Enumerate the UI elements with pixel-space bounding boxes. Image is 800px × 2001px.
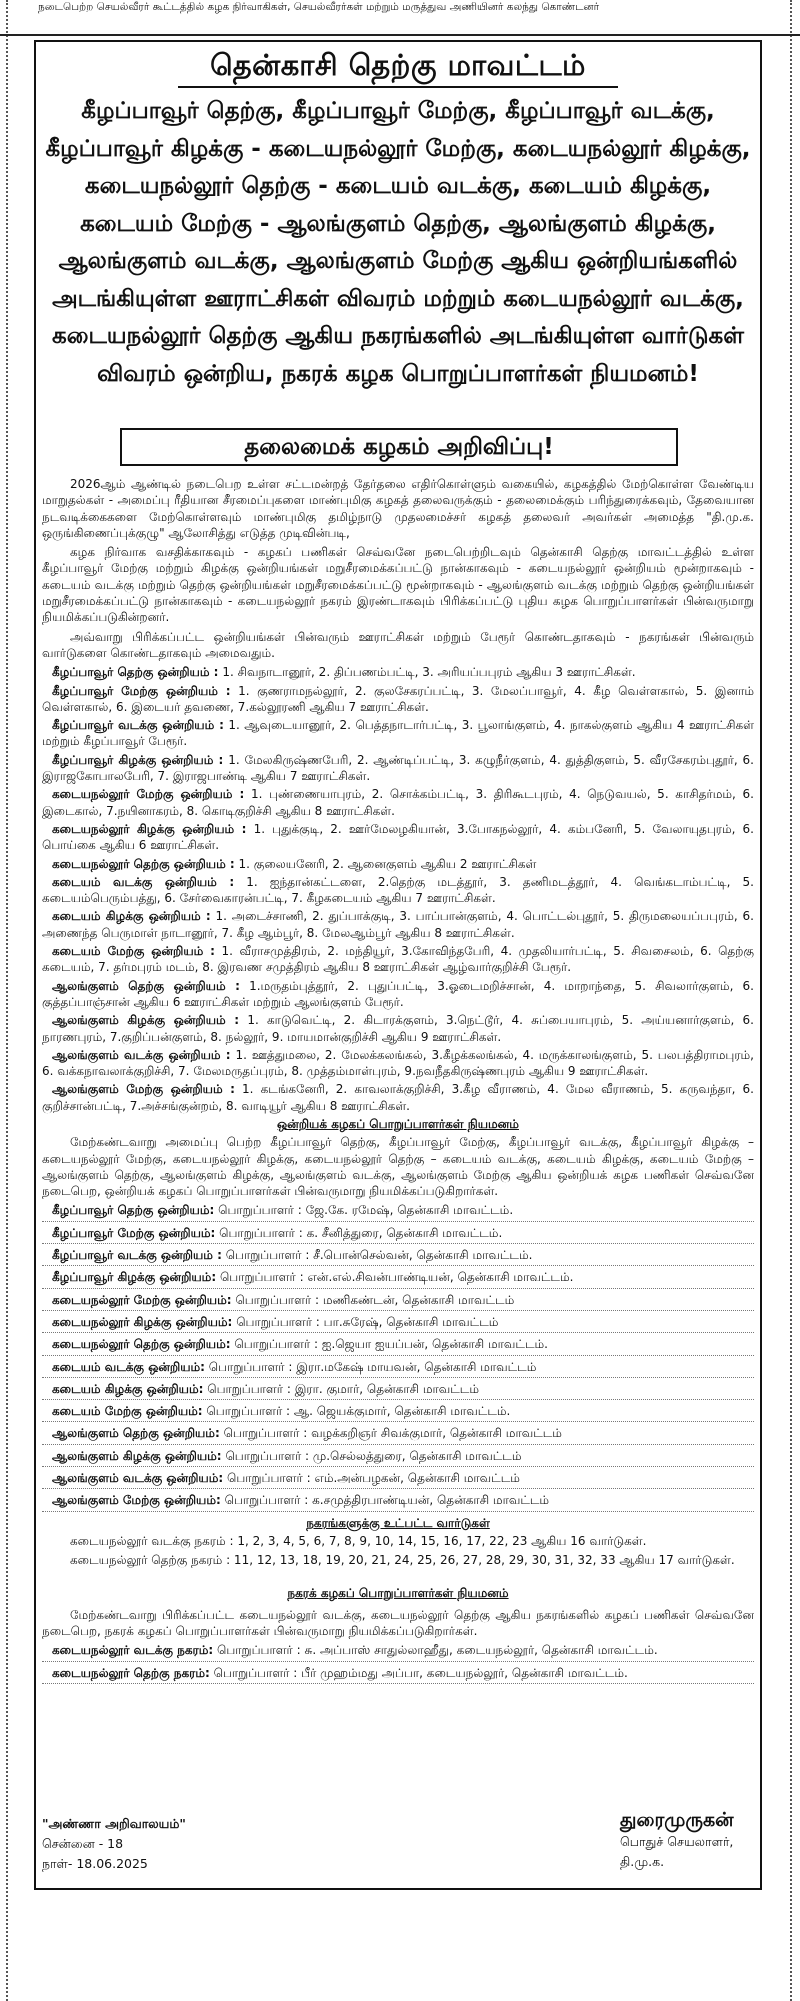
union-list-item (42, 1081, 754, 1114)
union-list-item (42, 856, 754, 872)
union-list-item (42, 1012, 754, 1045)
union-name: கடையம் கிழக்கு ஒன்றியம் : (52, 909, 211, 924)
appointment-row (42, 1381, 754, 1400)
union-name: ஆலங்குளம் வடக்கு ஒன்றியம் : (52, 1047, 231, 1062)
union-name: கீழப்பாவூர் கிழக்கு ஒன்றியம் : (52, 752, 224, 767)
appointment-union: கடையநல்லூர் தெற்கு ஒன்றியம்: (52, 1337, 231, 1352)
union-villages: 1. சிவநாடானூர், 2. திப்பணம்பட்டி, 3. அரியப்பபுரம் ஆகிய 3 ஊராட்சிகள். (222, 665, 636, 680)
footer-address-block (42, 1814, 186, 1874)
union-villages: 1. ஆவுடையானூர், 2. பெத்தநாடார்பட்டி, 3. பூலாங்குளம், 4. நாகல்குளம் ஆகிய 4 ஊராட்சிகள் மற்றும் கீழப்பாவூர் பேரூர். (42, 718, 754, 749)
appointment-person: பொறுப்பாளர் : ஜே.கே. ரமேஷ், தென்காசி மாவட்டம். (218, 1203, 514, 1218)
appointment-person: பொறுப்பாளர் : பா.சுரேஷ், தென்காசி மாவட்டம் (236, 1314, 499, 1329)
appointment-union: கீழப்பாவூர் கிழக்கு ஒன்றியம்: (52, 1270, 217, 1285)
appointment-person: பொறுப்பாளர் : வழக்கறிஞர் சிவக்குமார், தென்காசி மாவட்டம் (223, 1426, 562, 1441)
union-villages: 1.மருதம்புத்தூர், 2. புதுப்பட்டி, 3.ஓடைமறிச்சான், 4. மாறாந்தை, 5. சிவலார்குளம், 6. குத்தப்பாஞ்சான் ஆகிய 6 ஊராட்சிகள் மற்றும் ஆலங்குளம் பேரூர். (42, 978, 754, 1009)
appointment-person: பொறுப்பாளர் : மு.செல்லத்துரை, தென்காசி மாவட்டம் (225, 1448, 522, 1463)
appointment-union: கடையநல்லூர் கிழக்கு ஒன்றியம்: (52, 1314, 233, 1329)
appointment-person: பொறுப்பாளர் : இரா. குமார், தென்காசி மாவட்டம் (207, 1381, 480, 1396)
town-name: கடையநல்லூர் வடக்கு நகரம்: (52, 1643, 214, 1658)
union-villages: 1. குலையனேரி, 2. ஆனைகுளம் ஆகிய 2 ஊராட்சிகள் (238, 856, 537, 871)
footer-signature-block (620, 1810, 760, 1872)
title-underline (178, 86, 618, 88)
union-name: கீழப்பாவூர் வடக்கு ஒன்றியம் : (52, 718, 224, 733)
announcement-body (42, 476, 754, 1687)
appointment-row (42, 1425, 754, 1444)
union-list-item (42, 664, 754, 680)
footer-address: "அண்ணா அறிவாலயம்" (42, 1816, 186, 1831)
intro-paragraph: அவ்வாறு பிரிக்கப்பட்ட ஒன்றியங்கள் பின்வரும் ஊராட்சிகள் மற்றும் பேரூர் கொண்டதாகவும் - நகரங்கள் பின்வரும் வார்டுகளை கொண்டதாகவும் அமைவதும். (42, 629, 754, 660)
union-appointments-heading: ஒன்றியக் கழகப் பொறுப்பாளர்கள் நியமனம் (277, 1116, 519, 1131)
union-name: கடையநல்லூர் மேற்கு ஒன்றியம் : (52, 787, 245, 802)
appointment-row (42, 1269, 754, 1288)
appointment-row (42, 1292, 754, 1311)
previous-article-strip (0, 0, 800, 36)
union-name: ஆலங்குளம் தெற்கு ஒன்றியம் : (52, 978, 240, 993)
appointment-union: கீழப்பாவூர் வடக்கு ஒன்றியம் : (52, 1248, 222, 1263)
signatory-designation: பொதுச் செயலாளர், (620, 1834, 734, 1849)
union-villages: 1. வீராசமுத்திரம், 2. மந்தியூர், 3.கோவிந்தபேரி, 4. முதலியார்பட்டி, 5. சிவசைலம், 6. தெற்கு கடையம், 7. தர்மபுரம் மடம், 8. இரவண சமுத்திரம் ஆகிய 8 ஊராட்சிகள் ஆழ்வார்குறிச்சி பேரூர். (42, 944, 754, 975)
town-name: கடையநல்லூர் தெற்கு நகரம்: (52, 1665, 210, 1680)
union-name: கீழப்பாவூர் தெற்கு ஒன்றியம் : (52, 665, 219, 680)
appointment-union: கடையம் வடக்கு ஒன்றியம்: (52, 1359, 205, 1374)
appointment-union: கடையம் கிழக்கு ஒன்றியம்: (52, 1381, 204, 1396)
announcement-headline: கீழப்பாவூர் தெற்கு, கீழப்பாவூர் மேற்கு, கீழப்பாவூர் வடக்கு, கீழப்பாவூர் கிழக்கு - கடையநல்லூர் மேற்கு, கடையநல்லூர் கிழக்கு, கடையநல்லூர் தெற்கு - கடையம் வடக்கு, கடையம் கிழக்கு, கடையம் மேற்கு - ஆலங்குளம் தெற்கு, ஆலங்குளம் கிழக்கு, ஆலங்குளம் வடக்கு, ஆலங்குளம் மேற்கு ஆகிய ஒன்றியங்களில் அடங்கியுள்ள ஊராட்சிகள் விவரம் மற்றும் கடையநல்லூர் வடக்கு, கடையநல்லூர் தெற்கு ஆகிய நகரங்களில் அடங்கியுள்ள வார்டுகள் விவரம் ஒன்றிய, நகரக் கழக பொறுப்பாளர்கள் நியமனம்! (45, 98, 751, 387)
appointment-union: கடையநல்லூர் மேற்கு ஒன்றியம்: (52, 1292, 232, 1307)
appointment-row (42, 1202, 754, 1221)
right-perforation (790, 0, 792, 2001)
appointment-union: ஆலங்குளம் மேற்கு ஒன்றியம்: (52, 1493, 221, 1508)
left-perforation (6, 0, 8, 2001)
appointment-person: பொறுப்பாளர் : சீ.பொன்செல்வன், தென்காசி மாவட்டம். (225, 1248, 533, 1263)
footer-city: சென்னை - 18 (42, 1836, 124, 1851)
appointment-row (42, 1225, 754, 1244)
town-wards-line: கடையநல்லூர் தெற்கு நகரம் : 11, 12, 13, 18, 19, 20, 21, 24, 25, 26, 27, 28, 29, 30, 31, 32, 33 ஆகிய 17 வார்டுகள். (70, 1553, 735, 1568)
appointment-union: கீழப்பாவூர் தெற்கு ஒன்றியம்: (52, 1203, 215, 1218)
town-appointments-paragraph: மேற்கண்டவாறு பிரிக்கப்பட்ட கடையநல்லூர் வடக்கு, கடையநல்லூர் தெற்கு ஆகிய நகரங்களில் கழகப் பணிகள் செவ்வனே நடைபெற, நகரக் கழகப் பொறுப்பாளர்கள் பின்வருமாறு நியமிக்கப்படுகிறார்கள். (42, 1607, 754, 1639)
union-villages: 1. கடங்கனேரி, 2. காவலாக்குறிச்சி, 3.கீழ வீராணம், 4. மேல வீராணம், 5. கருவந்தா, 6. குறிச்சான்பட்டி, 7.அச்சங்குன்றம், 8. வாடியூர் ஆகிய 8 ஊராட்சிகள். (42, 1082, 754, 1113)
union-list-item (42, 786, 754, 819)
union-name: ஆலங்குளம் கிழக்கு ஒன்றியம் : (52, 1013, 240, 1028)
signatory-party: தி.மு.க. (620, 1854, 665, 1869)
union-name: கடையம் மேற்கு ஒன்றியம் : (52, 944, 215, 959)
signatory-name: துரைமுருகன் (620, 1809, 734, 1831)
intro-paragraph: 2026ஆம் ஆண்டில் நடைபெற உள்ள சட்டமன்றத் தேர்தலை எதிர்கொள்ளும் வகையில், கழகத்தில் மேற்கொள்ள வேண்டிய மாறுதல்கள் - அமைப்பு ரீதியான சீரமைப்புகளை மாண்புமிகு கழகத் தலைவருக்கும் - தலைமைக்கும் பரிந்துரைக்கவும், தேவையான நடவடிக்கைகளை மேற்கொள்ளவும் மாண்புமிகு தமிழ்நாடு முதலமைச்சர் கழகத் தலைவர் அவர்கள் அமைத்த "தி.மு.க. ஒருங்கிணைப்புக்குழு" ஆலோசித்து எடுத்த முடிவின்படி, (42, 477, 755, 540)
appointment-union: ஆலங்குளம் கிழக்கு ஒன்றியம்: (52, 1448, 222, 1463)
appointment-row (42, 1492, 754, 1511)
appointment-union: ஆலங்குளம் வடக்கு ஒன்றியம்: (52, 1471, 224, 1486)
appointment-row (42, 1403, 754, 1422)
union-list-item (42, 908, 754, 941)
appointment-row (42, 1336, 754, 1355)
union-appointments-paragraph: மேற்கண்டவாறு அமைப்பு பெற்ற கீழப்பாவூர் தெற்கு, கீழப்பாவூர் மேற்கு, கீழப்பாவூர் வடக்கு, கீழப்பாவூர் கிழக்கு – கடையநல்லூர் மேற்கு, கடையநல்லூர் கிழக்கு, கடையநல்லூர் தெற்கு – கடையம் வடக்கு, கடையம் கிழக்கு, கடையம் மேற்கு – ஆலங்குளம் தெற்கு, ஆலங்குளம் கிழக்கு, ஆலங்குளம் வடக்கு, ஆலங்குளம் மேற்கு ஆகிய ஒன்றியக் கழக பணிகள் செவ்வனே நடைபெற, ஒன்றியக் கழகப் பொறுப்பாளர்கள் பின்வருமாறு நியமிக்கப்படுகிறார்கள். (42, 1135, 754, 1199)
union-list-item (42, 752, 754, 785)
appointment-person: பொறுப்பாளர் : என்.எல்.சிவன்பாண்டியன், தென்காசி மாவட்டம். (219, 1270, 574, 1285)
town-appointment-row (42, 1665, 754, 1684)
town-appointments-heading: நகரக் கழகப் பொறுப்பாளர்கள் நியமனம் (287, 1585, 509, 1600)
union-list-item (42, 717, 754, 750)
union-villages: 1. ஐந்தான்கட்டளை, 2.தெற்கு மடத்தூர், 3. தணிமடத்தூர், 4. வெங்கடாம்பட்டி, 5. கடையம்பெரும்பத்து, 6. சேர்வைகாரன்பட்டி, 7. கீழகடையம் ஆகிய 7 ஊராட்சிகள். (42, 874, 754, 906)
appointment-person: பொறுப்பாளர் : க. சீனித்துரை, தென்காசி மாவட்டம். (219, 1225, 503, 1240)
town-person: பொறுப்பாளர் : பீர் முஹம்மது அப்பா, கடையநல்லூர், தென்காசி மாவட்டம். (213, 1665, 628, 1680)
previous-article-text: நடைபெற்ற செயல்வீரர் கூட்டத்தில் கழக நிர்வாகிகள், செயல்வீரர்கள் மற்றும் மருத்துவ அணியினர் கலந்து கொண்டனர் (38, 1, 600, 13)
union-list-item (42, 1047, 754, 1080)
union-list-item (42, 943, 754, 976)
union-list-item (42, 683, 754, 716)
town-wards-heading: நகரங்களுக்கு உட்பட்ட வார்டுகள் (306, 1515, 490, 1530)
union-villages: 1. குணராமநல்லூர், 2. குலசேகரப்பட்டி, 3. மேலப்பாவூர், 4. கீழ வெள்ளகால், 5. இனாம் வெள்ளகால், 6. இடையர் தவணை, 7.கல்லூரணி ஆகிய 7 ஊராட்சிகள். (42, 683, 754, 714)
union-name: கீழப்பாவூர் மேற்கு ஒன்றியம் : (52, 683, 231, 698)
town-appointment-row (42, 1642, 754, 1661)
appointment-person: பொறுப்பாளர் : ஆ. ஜெயக்குமார், தென்காசி மாவட்டம். (206, 1404, 511, 1419)
appointment-row (42, 1470, 754, 1489)
appointment-person: பொறுப்பாளர் : மணிகண்டன், தென்காசி மாவட்டம் (235, 1292, 515, 1307)
appointment-union: கடையம் மேற்கு ஒன்றியம்: (52, 1404, 203, 1419)
union-villages: 1. மேலகிருஷ்ணபேரி, 2. ஆண்டிப்பட்டி, 3. கழுநீர்குளம், 4. துத்திகுளம், 5. வீரசேகரம்புதூர், 6. இராஜகோபாலபேரி, 7. இராஜபாண்டி ஆகிய 7 ஊராட்சிகள். (42, 752, 754, 784)
town-wards-line: கடையநல்லூர் வடக்கு நகரம் : 1, 2, 3, 4, 5, 6, 7, 8, 9, 10, 14, 15, 16, 17, 22, 23 ஆகிய 16 வார்டுகள். (70, 1533, 647, 1548)
town-person: பொறுப்பாளர் : சு. அப்பாஸ் சாதுல்லாஹீது, கடையநல்லூர், தென்காசி மாவட்டம். (217, 1643, 658, 1658)
union-villages: 1. அடைச்சாணி, 2. துப்பாக்குடி, 3. பாப்பான்குளம், 4. பொட்டல்புதூர், 5. திருமலையப்பபுரம், 6. அணைந்த பெருமாள் நாடானூர், 7. கீழ ஆம்பூர், 8. மேலஆம்பூர் ஆகிய 8 ஊராட்சிகள். (42, 909, 754, 940)
page-bottom-margin (0, 1892, 800, 2001)
union-list-item (42, 874, 754, 907)
union-villages: 1. ஊத்துமலை, 2. மேலக்கலங்கல், 3.கீழக்கலங்கல், 4. மருக்காலங்குளம், 5. பலபத்திராமபுரம், 6. வக்கநாவலாக்குறிச்சி, 7. மேலமருதப்புரம், 8. முத்தம்மாள்புரம், 9.நவநீதகிருஷ்ணபுரம் ஆகிய 9 ஊராட்சிகள். (42, 1047, 754, 1079)
appointment-person: பொறுப்பாளர் : எம்.அன்பழகன், தென்காசி மாவட்டம் (226, 1471, 520, 1486)
appointment-row (42, 1359, 754, 1378)
appointment-row (42, 1247, 754, 1266)
appointment-union: கீழப்பாவூர் மேற்கு ஒன்றியம்: (52, 1225, 216, 1240)
appointment-union: ஆலங்குளம் தெற்கு ஒன்றியம்: (52, 1426, 220, 1441)
appointment-row (42, 1314, 754, 1333)
union-villages: 1. புதுக்குடி, 2. ஊர்மேலழகியான், 3.போகநல்லூர், 4. கம்பனேரி, 5. வேலாயுதபுரம், 6. பொய்கை ஆகிய 6 ஊராட்சிகள். (42, 821, 754, 853)
union-list-item (42, 978, 754, 1011)
intro-paragraph: கழக நிர்வாக வசதிக்காகவும் - கழகப் பணிகள் செவ்வனே நடைபெற்றிடவும் தென்காசி தெற்கு மாவட்டத்தில் உள்ள கீழப்பாவூர் மேற்கு மற்றும் கிழக்கு ஒன்றியங்கள் மறுசீரமைக்கப்பட்டு நான்காகவும் - கடையநல்லூர் ஒன்றியம் மூன்றாகவும் - கடையம் வடக்கு மற்றும் தெற்கு ஒன்றியங்கள் மறுசீரமைக்கப்பட்டு மூன்றாகவும் - ஆலங்குளம் வடக்கு மற்றும் தெற்கு ஒன்றியங்கள் மறுசீரமைக்கப்பட்டு நான்காகவும் - கடையநல்லூர் நகரம் இரண்டாகவும் பிரிக்கப்பட்டு புதிய கழக பொறுப்பாளர்கள் பின்வருமாறு நியமிக்கப்படுகின்றனர். (42, 545, 754, 625)
union-name: கடையநல்லூர் கிழக்கு ஒன்றியம் : (52, 821, 247, 836)
headquarters-notice-banner: தலைமைக் கழகம் அறிவிப்பு! (120, 428, 678, 466)
district-title: தென்காசி தெற்கு மாவட்டம் (210, 48, 586, 82)
union-villages: 1. புண்ணையாபுரம், 2. சொக்கம்பட்டி, 3. திரிகூடபுரம், 4. நெடுவயல், 5. காசிதர்மம், 6. இடைகால், 7.நயினாகரம், 8. கொடிகுறிச்சி ஆகிய 8 ஊராட்சிகள். (42, 787, 754, 818)
appointment-person: பொறுப்பாளர் : இரா.மகேஷ் மாயவன், தென்காசி மாவட்டம் (208, 1359, 537, 1374)
union-villages: 1. காடுவெட்டி, 2. கிடாரக்குளம், 3.நெட்டூர், 4. சுப்பையாபுரம், 5. அய்யனார்குளம், 6. நாரணபுரம், 7.குறிப்பன்குளம், 8. நல்லூர், 9. மாயமான்குறிச்சி ஆகிய 9 ஊராட்சிகள். (42, 1013, 754, 1044)
union-name: கடையம் வடக்கு ஒன்றியம் : (52, 874, 235, 889)
union-name: கடையநல்லூர் தெற்கு ஒன்றியம் : (52, 856, 235, 871)
union-name: ஆலங்குளம் மேற்கு ஒன்றியம் : (52, 1082, 235, 1097)
appointment-person: பொறுப்பாளர் : க.சமுத்திரபாண்டியன், தென்காசி மாவட்டம் (224, 1493, 550, 1508)
appointment-row (42, 1448, 754, 1467)
appointment-person: பொறுப்பாளர் : ஐ.ஜெயா ஐயப்பன், தென்காசி மாவட்டம். (234, 1337, 548, 1352)
footer-date: நாள்- 18.06.2025 (42, 1856, 148, 1871)
union-list-item (42, 821, 754, 854)
